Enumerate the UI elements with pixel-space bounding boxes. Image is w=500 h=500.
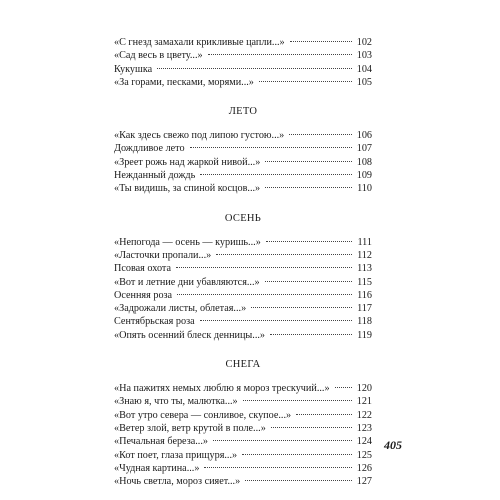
entry-title: «Кот поет, глаза прищуря...» (114, 449, 238, 461)
entry-page: 115 (357, 276, 372, 288)
entry-title: «С гнезд замахали крикливые цапли...» (114, 37, 285, 48)
entry-title: «Опять осенний блеск денницы...» (114, 329, 266, 341)
entry-title: «Ветер злой, ветр крутой в поле...» (114, 422, 266, 434)
toc-section (114, 36, 372, 89)
toc-entry (114, 276, 372, 289)
toc-entry (114, 449, 372, 462)
dot-leader (177, 294, 352, 295)
dot-leader (216, 254, 352, 255)
toc-entry (114, 329, 372, 342)
dot-leader (265, 281, 352, 282)
toc-entry (114, 236, 372, 249)
dot-leader (200, 320, 352, 321)
page-number: 405 (384, 438, 402, 452)
toc-entry (114, 129, 372, 142)
entry-title: Нежданный дождь (114, 170, 196, 182)
dot-leader (190, 147, 352, 148)
toc-entry (114, 76, 372, 89)
dot-leader (296, 414, 352, 415)
toc-entry (114, 315, 372, 328)
dot-leader (270, 334, 352, 335)
entry-title: «Как здесь свежо под липою густою...» (114, 130, 285, 142)
entry-title: «Зреет рожь над жаркой нивой...» (114, 156, 261, 168)
dot-leader (157, 68, 352, 69)
toc-entry (114, 382, 372, 395)
dot-leader (265, 187, 352, 188)
entry-page: 126 (356, 462, 372, 474)
entry-page: 111 (357, 236, 372, 248)
toc-section (114, 382, 372, 488)
dot-leader (176, 267, 352, 268)
dot-leader (208, 54, 352, 55)
dot-leader (200, 174, 351, 175)
entry-page: 105 (356, 76, 372, 88)
dot-leader (289, 134, 351, 135)
dot-leader (271, 427, 352, 428)
entry-page: 123 (356, 422, 372, 434)
section-heading: ЛЕТО (228, 106, 258, 118)
entry-page: 125 (356, 449, 372, 461)
dot-leader (242, 454, 352, 455)
dot-leader (245, 480, 352, 481)
toc-entry (114, 262, 372, 275)
entry-page: 120 (356, 383, 372, 395)
entry-page: 117 (357, 303, 372, 315)
entry-page: 124 (356, 436, 372, 448)
entry-title: «За горами, песками, морями...» (114, 76, 254, 88)
entry-title: Кукушка (114, 63, 153, 75)
table-of-contents (114, 36, 372, 488)
toc-entry (114, 395, 372, 408)
toc-entry (114, 289, 372, 302)
entry-title: «Сад весь в цвету...» (114, 50, 203, 62)
entry-page: 107 (356, 143, 372, 155)
entry-page: 113 (357, 263, 372, 275)
entry-title: Дождливое лето (114, 143, 185, 155)
entry-page: 104 (356, 63, 372, 75)
dot-leader (251, 307, 352, 308)
entry-title: «Ночь светла, мороз сияет...» (114, 476, 241, 488)
toc-entry (114, 409, 372, 422)
entry-title: «На пажитях немых люблю я мороз трескучий...» (114, 383, 330, 395)
toc-entry (114, 36, 372, 49)
entry-title: «Задрожали листы, облетая...» (114, 303, 247, 315)
dot-leader (335, 387, 352, 388)
entry-page: 112 (357, 249, 372, 261)
entry-page: 118 (357, 316, 372, 328)
toc-section (114, 236, 372, 342)
entry-page: 121 (356, 396, 372, 408)
entry-title: «Чудная картина...» (114, 462, 200, 474)
toc-entry (114, 249, 372, 262)
dot-leader (243, 400, 352, 401)
entry-title: «Печальная береза...» (114, 436, 208, 448)
entry-page: 103 (356, 50, 372, 62)
dot-leader (265, 161, 351, 162)
dot-leader (266, 241, 353, 242)
toc-entry (114, 462, 372, 475)
toc-entry (114, 169, 372, 182)
entry-title: «Вот и летние дни убавляются...» (114, 276, 260, 288)
entry-title: «Ласточки пропали...» (114, 249, 212, 261)
toc-entry (114, 422, 372, 435)
entry-title: «Непогода — осень — куришь...» (114, 236, 261, 248)
toc-section (114, 129, 372, 195)
entry-title: Псовая охота (114, 263, 172, 275)
entry-title: Осенняя роза (114, 289, 173, 301)
dot-leader (290, 41, 352, 42)
entry-title: «Вот утро севера — сонливое, скупое...» (114, 409, 292, 421)
entry-page: 106 (356, 130, 372, 142)
entry-title: «Знаю я, что ты, малютка...» (114, 396, 238, 408)
toc-entry (114, 49, 372, 62)
entry-page: 109 (356, 170, 372, 182)
entry-page: 122 (356, 409, 372, 421)
toc-entry (114, 475, 372, 488)
toc-entry (114, 182, 372, 195)
toc-entry (114, 63, 372, 76)
section-heading: ОСЕНЬ (224, 212, 262, 224)
entry-page: 116 (357, 289, 372, 301)
dot-leader (204, 467, 351, 468)
entry-page: 108 (356, 156, 372, 168)
entry-page: 110 (357, 183, 372, 195)
dot-leader (213, 440, 352, 441)
entry-page: 119 (357, 329, 372, 341)
toc-entry (114, 142, 372, 155)
section-heading: СНЕГА (225, 359, 261, 371)
entry-page: 127 (356, 476, 372, 488)
toc-entry (114, 302, 372, 315)
entry-title: Сентябрьская роза (114, 316, 195, 328)
entry-page: 102 (356, 37, 372, 48)
entry-title: «Ты видишь, за спиной косцов...» (114, 183, 261, 195)
dot-leader (259, 81, 352, 82)
toc-entry (114, 435, 372, 448)
toc-entry (114, 156, 372, 169)
